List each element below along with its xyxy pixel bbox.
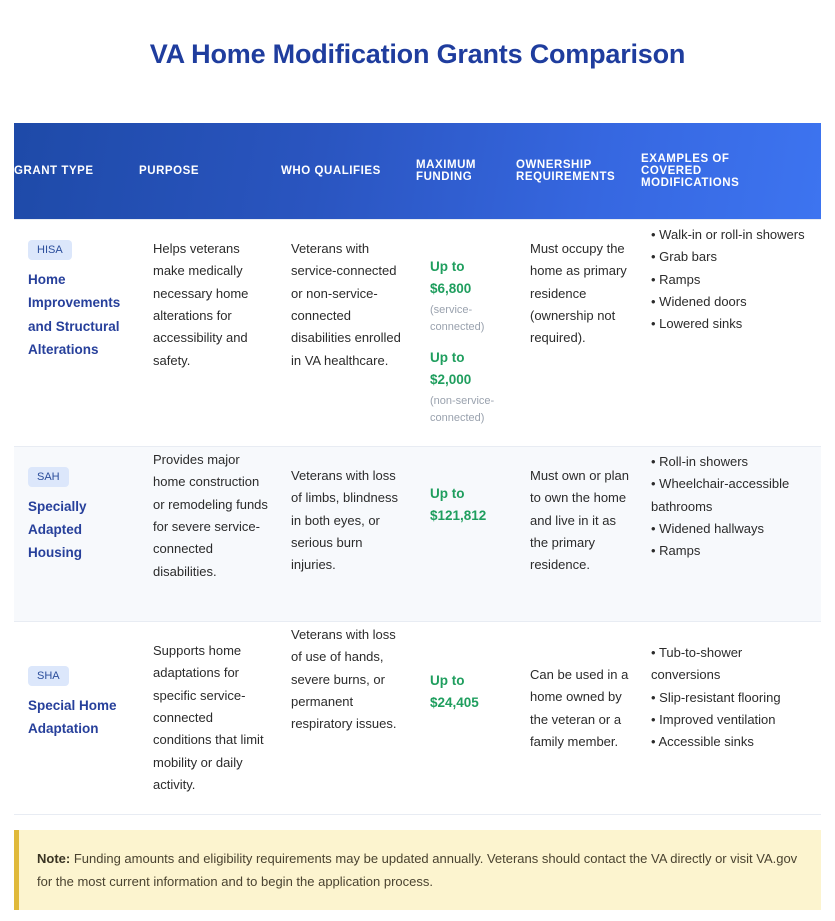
list-item: • Tub-to-shower conversions — [651, 642, 807, 687]
cell-grant-type — [14, 621, 139, 815]
list-item: • Widened doors — [651, 291, 807, 313]
cell-maximum-funding — [416, 219, 516, 446]
list-item: • Widened hallways — [651, 518, 807, 540]
examples-list — [651, 451, 807, 563]
column-header-grant-type — [14, 123, 139, 219]
column-header-examples-line1: EXAMPLES OF — [641, 153, 730, 166]
table-row — [14, 446, 821, 621]
cell-purpose: Provides major home construction or remodeling funds for severe service-connected disabilities. — [139, 446, 281, 621]
table-header — [14, 123, 821, 219]
grant-name: Special Home Adaptation — [28, 697, 117, 737]
list-item: • Grab bars — [651, 246, 807, 268]
examples-list — [651, 642, 807, 754]
column-header-ownership-line1: OWNERSHIP — [516, 159, 592, 172]
funding-note: (service-connected) — [430, 303, 485, 334]
column-header-grant-type-label: GRANT TYPE — [14, 165, 94, 178]
grant-name: Specially Adapted Housing — [28, 498, 87, 561]
grant-type-block — [28, 664, 127, 741]
column-header-maximum-funding-line1: MAXIMUM — [416, 159, 477, 172]
column-header-ownership-requirements — [516, 123, 641, 219]
cell-purpose: Supports home adaptations for specific service-connected conditions that limit mobility or daily activity. — [139, 621, 281, 815]
page-title: VA Home Modification Grants Comparison — [149, 39, 686, 70]
column-header-examples-line2: COVERED — [641, 165, 702, 178]
cell-who-qualifies: Veterans with loss of use of hands, severe burns, or permanent respiratory issues. — [281, 621, 416, 815]
list-item: • Lowered sinks — [651, 313, 807, 335]
list-item: • Ramps — [651, 540, 807, 562]
grant-type-block — [28, 465, 127, 565]
funding-block — [430, 256, 504, 428]
cell-ownership-requirements: Must occupy the home as primary residence (ownership not required). — [516, 219, 641, 446]
cell-who-qualifies: Veterans with loss of limbs, blindness in both eyes, or serious burn injuries. — [281, 446, 416, 621]
status-badge: HISA — [28, 240, 72, 260]
status-badge: SHA — [28, 666, 69, 686]
column-header-purpose-label: PURPOSE — [139, 165, 200, 178]
grant-name: Home Improvements and Structural Alterations — [28, 272, 121, 357]
cell-examples — [641, 446, 821, 621]
funding-block — [430, 483, 504, 527]
column-header-ownership-line2: REQUIREMENTS — [516, 171, 616, 184]
cell-maximum-funding — [416, 621, 516, 815]
list-item: • Wheelchair-accessible bathrooms — [651, 473, 807, 518]
list-item: • Slip-resistant flooring — [651, 687, 807, 709]
table-row — [14, 621, 821, 815]
list-item: • Improved ventilation — [651, 709, 807, 731]
column-header-maximum-funding-line2: FUNDING — [416, 171, 473, 184]
list-item: • Walk-in or roll-in showers — [651, 224, 807, 246]
note-callout — [14, 830, 821, 910]
grants-table-container — [14, 123, 821, 815]
examples-list — [651, 224, 807, 336]
cell-examples — [641, 219, 821, 446]
cell-grant-type — [14, 219, 139, 446]
funding-amount: Up to $2,000 — [430, 349, 472, 387]
cell-ownership-requirements: Can be used in a home owned by the veteran or a family member. — [516, 621, 641, 815]
table-row — [14, 219, 821, 446]
cell-purpose: Helps veterans make medically necessary home alterations for accessibility and safety. — [139, 219, 281, 446]
column-header-who-qualifies-label: WHO QUALIFIES — [281, 165, 381, 178]
cell-grant-type — [14, 446, 139, 621]
grant-type-block — [28, 238, 127, 361]
cell-who-qualifies: Veterans with service-connected or non-service-connected disabilities enrolled in VA healthcare. — [281, 219, 416, 446]
cell-examples — [641, 621, 821, 815]
status-badge: SAH — [28, 467, 69, 487]
column-header-examples-line3: MODIFICATIONS — [641, 177, 740, 190]
column-header-who-qualifies — [281, 123, 416, 219]
table-header-row — [14, 123, 821, 219]
grants-comparison-table — [14, 123, 821, 815]
cell-maximum-funding — [416, 446, 516, 621]
funding-note: (non-service-connected) — [430, 394, 495, 425]
column-header-maximum-funding — [416, 123, 516, 219]
funding-amount: Up to $24,405 — [430, 672, 479, 710]
column-header-examples — [641, 123, 821, 219]
list-item: • Accessible sinks — [651, 731, 807, 753]
funding-block — [430, 670, 504, 714]
cell-ownership-requirements: Must own or plan to own the home and live in it as the primary residence. — [516, 446, 641, 621]
note-label: Note: — [37, 851, 71, 867]
note-text: Funding amounts and eligibility requirements may be updated annually. Veterans should contact the VA directly or visit VA.gov for the most current information and to begin the application process. — [37, 851, 798, 890]
page-root — [0, 18, 835, 921]
funding-amount: Up to $121,812 — [430, 485, 487, 523]
column-header-purpose — [139, 123, 281, 219]
list-item: • Ramps — [651, 269, 807, 291]
list-item: • Roll-in showers — [651, 451, 807, 473]
table-body — [14, 219, 821, 814]
funding-amount: Up to $6,800 — [430, 258, 472, 296]
